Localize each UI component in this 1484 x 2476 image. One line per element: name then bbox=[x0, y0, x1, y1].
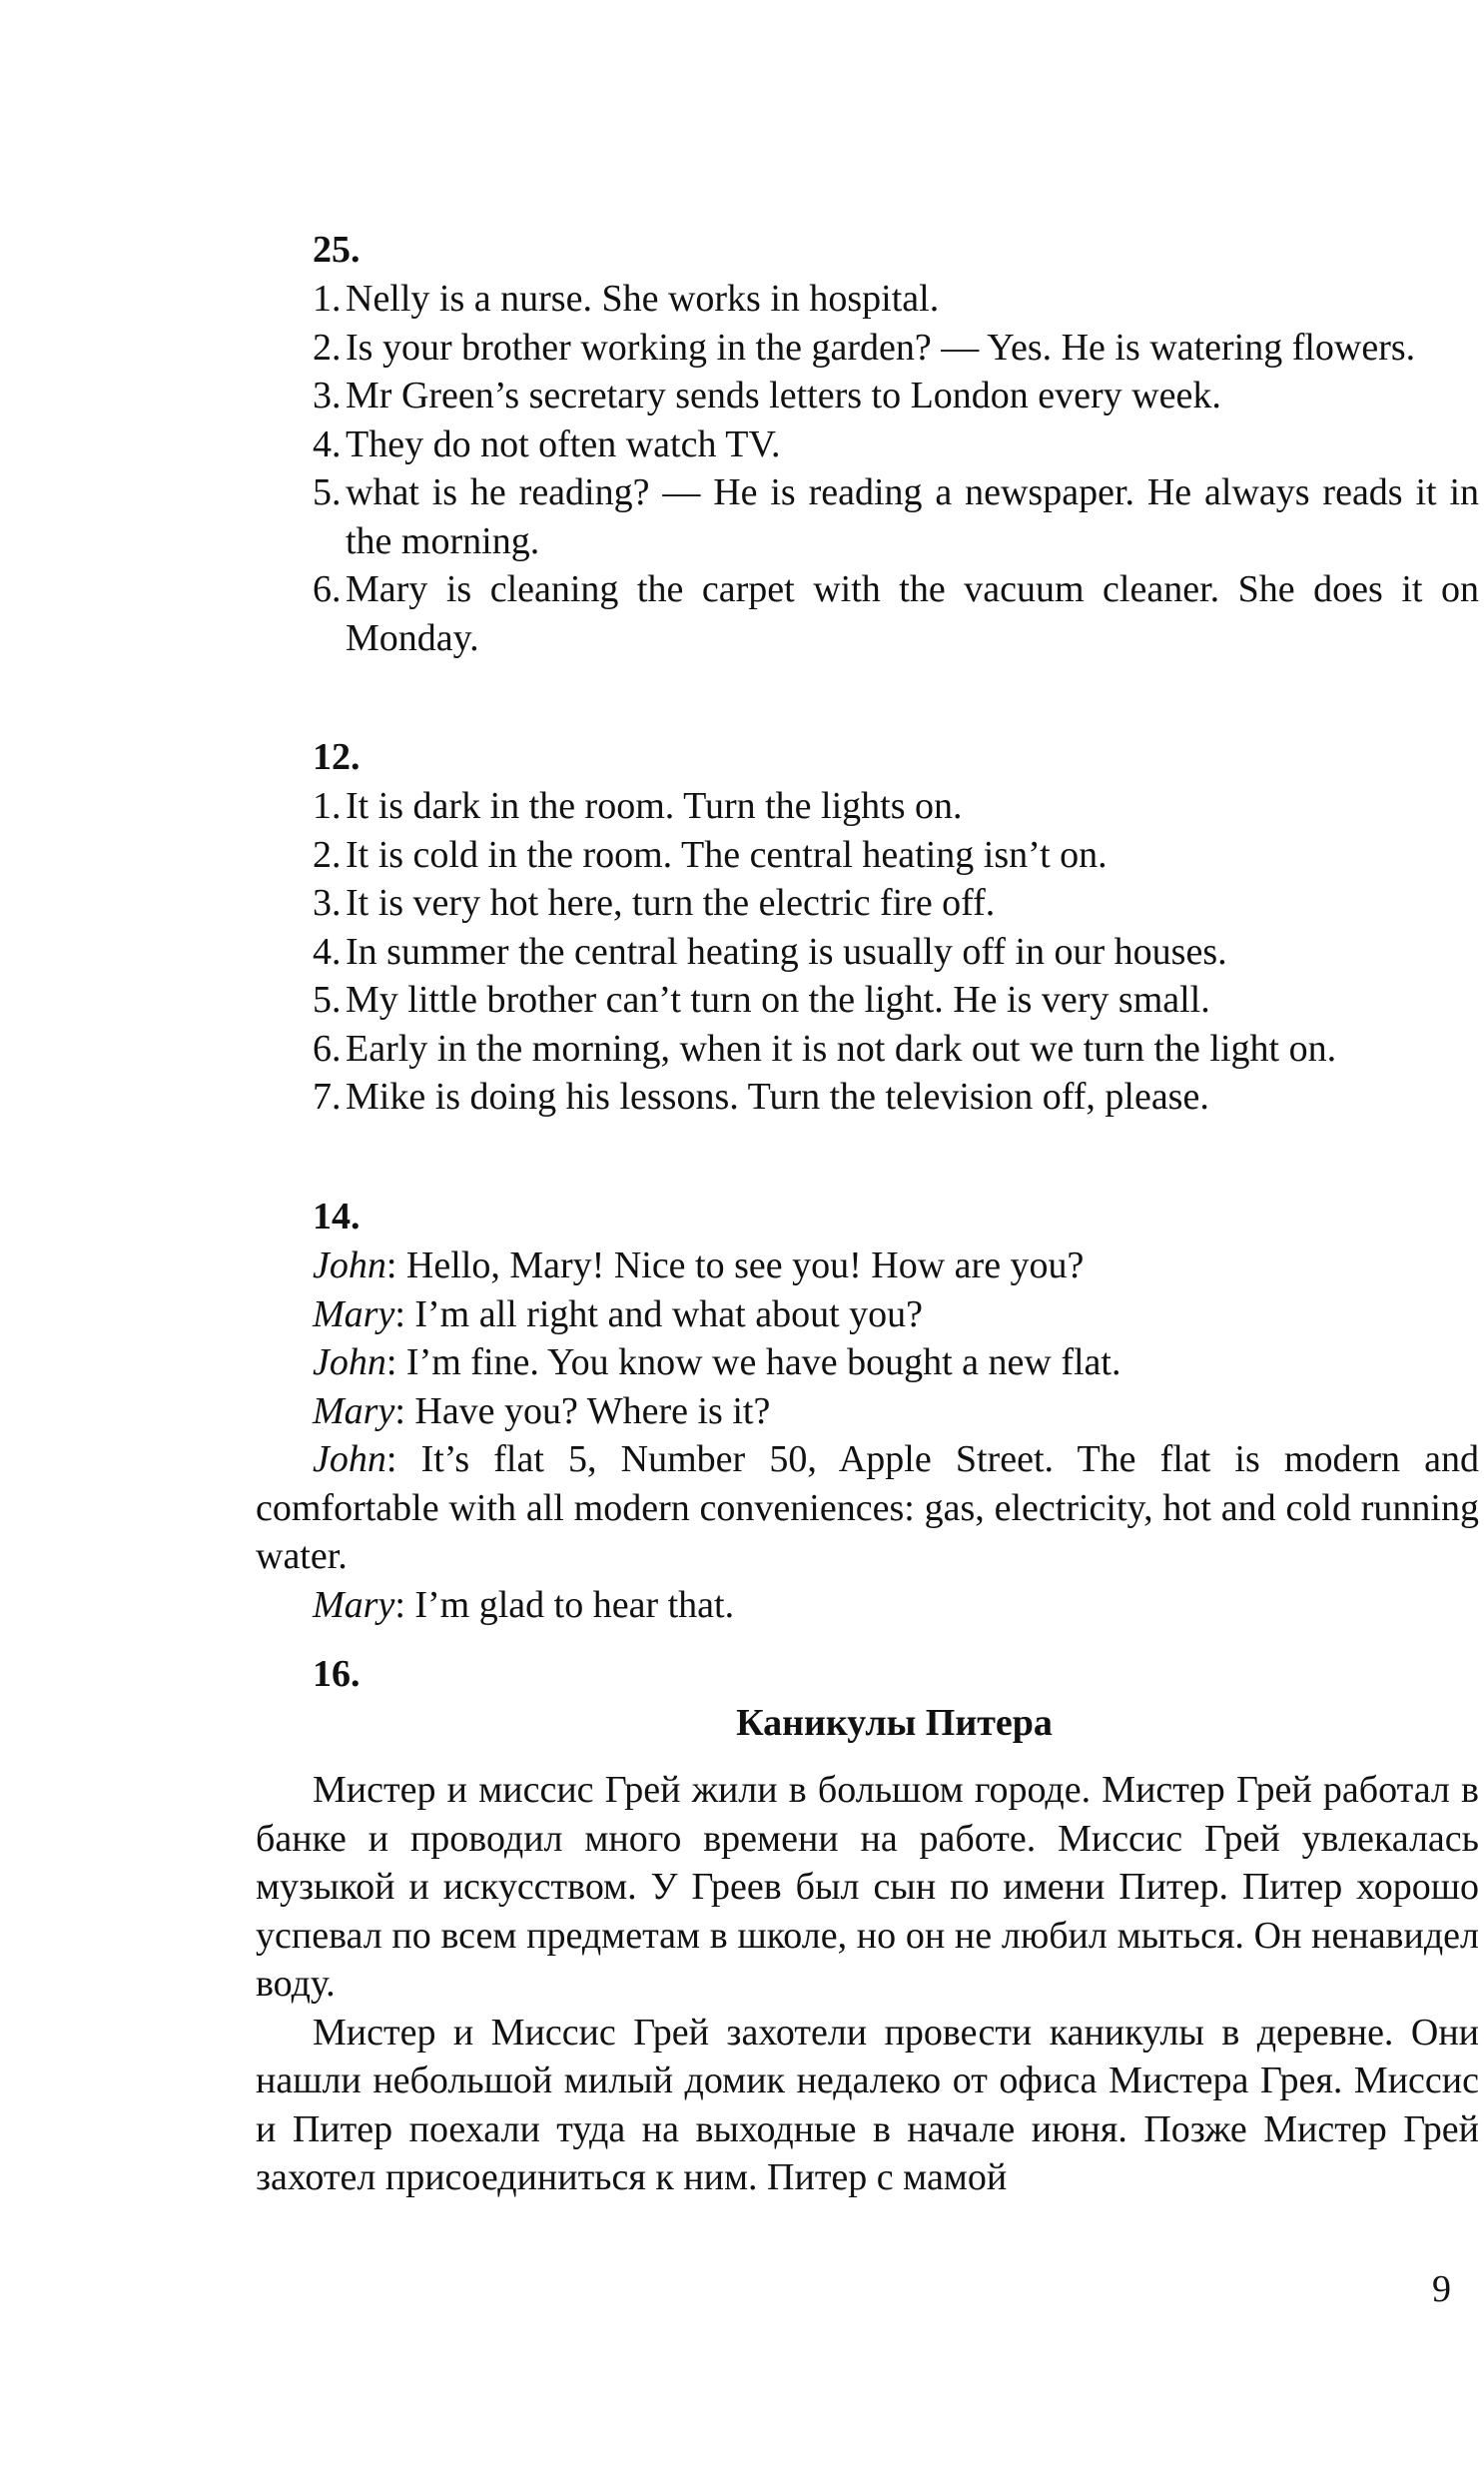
list-item bbox=[256, 976, 1479, 1025]
list-item bbox=[256, 928, 1479, 977]
speaker-name: Mary bbox=[313, 1583, 395, 1626]
list-item bbox=[256, 1073, 1479, 1122]
exercise-16-number: 16. bbox=[313, 1653, 361, 1695]
dialog-line bbox=[256, 1290, 1479, 1339]
list-item bbox=[256, 275, 1479, 324]
story-body bbox=[256, 1766, 1479, 2202]
dialog-text: : Hello, Mary! Nice to see you! How are you? bbox=[385, 1244, 1085, 1286]
list-item bbox=[256, 420, 1479, 469]
story-paragraph: Мистер и Миссис Грей захотели провести каникулы в деревне. Они нашли небольшой милый домик недалеко от офиса Мистера Грея. Миссис и Питер поехали туда на выходные в начале июня. Позже Мистер Грей захотел присоединиться к ним. Питер с мамой bbox=[256, 2011, 1479, 2198]
list-item bbox=[256, 372, 1479, 420]
list-item bbox=[256, 782, 1479, 831]
item-text: It is dark in the room. Turn the lights on. bbox=[346, 785, 963, 827]
list-item bbox=[256, 879, 1479, 928]
exercise-14-dialog bbox=[256, 1241, 1479, 1629]
item-text: My little brother can’t turn on the light. He is very small. bbox=[346, 979, 1210, 1021]
speaker-name: John bbox=[313, 1244, 386, 1286]
page-number: 9 bbox=[1432, 2268, 1451, 2310]
exercise-25-list bbox=[256, 275, 1479, 662]
dialog-line bbox=[256, 1581, 1479, 1630]
dialog-line bbox=[256, 1387, 1479, 1436]
item-number: 2 . bbox=[313, 831, 346, 880]
story-paragraph: Мистер и миссис Грей жили в большом городе. Мистер Грей работал в банке и проводил много времени на работе. Миссис Грей увлекалась музыкой и искусством. У Греев был сын по имени Питер. Питер хорошо успевал по всем предметам в школе, но он не любил мыться. Он ненавидел воду. bbox=[256, 1769, 1479, 2005]
item-text: Mr Green’s secretary sends letters to London every week. bbox=[346, 375, 1221, 416]
item-number: 5 . bbox=[313, 976, 346, 1025]
exercise-25-number: 25. bbox=[313, 229, 361, 271]
item-text: It is cold in the room. The central heating isn’t on. bbox=[346, 833, 1108, 876]
item-text: what is he reading? — He is reading a newspaper. He always reads it in the morning. bbox=[346, 471, 1479, 562]
dialog-text: : I’m all right and what about you? bbox=[394, 1292, 924, 1335]
speaker-name: John bbox=[313, 1341, 386, 1383]
dialog-text: : I’m glad to hear that. bbox=[394, 1583, 735, 1626]
speaker-name: Mary bbox=[313, 1292, 395, 1335]
list-item bbox=[256, 1025, 1479, 1074]
exercise-12-number: 12. bbox=[313, 736, 361, 778]
story-title: Каникулы Питера bbox=[736, 1702, 1053, 1744]
item-number: 1 . bbox=[313, 782, 346, 831]
item-text: Nelly is a nurse. She works in hospital. bbox=[346, 278, 940, 320]
dialog-text: : Have you? Where is it? bbox=[394, 1389, 771, 1432]
dialog-text: : It’s flat 5, Number 50, Apple Street. The flat is modern and comfortable with all modern conveniences: gas, electricity, hot and cold running water. bbox=[256, 1438, 1479, 1577]
item-number: 4 . bbox=[313, 928, 346, 977]
speaker-name: John bbox=[313, 1438, 386, 1480]
list-item bbox=[256, 565, 1479, 662]
item-number: 1 . bbox=[313, 275, 346, 324]
list-item bbox=[256, 468, 1479, 565]
item-text: It is very hot here, turn the electric fire off. bbox=[346, 882, 996, 924]
speaker-name: Mary bbox=[313, 1389, 395, 1432]
exercise-14-number: 14. bbox=[313, 1196, 361, 1238]
list-item bbox=[256, 831, 1479, 880]
dialog-line bbox=[256, 1338, 1479, 1387]
item-number: 6 . bbox=[313, 565, 346, 614]
item-text: Early in the morning, when it is not dark out we turn the light on. bbox=[346, 1027, 1337, 1070]
dialog-line bbox=[256, 1435, 1479, 1581]
item-text: Mary is cleaning the carpet with the vacuum cleaner. She does it on Monday. bbox=[346, 568, 1479, 659]
item-text: Is your brother working in the garden? — Yes. He is watering flowers. bbox=[346, 326, 1416, 369]
item-number: 6 . bbox=[313, 1025, 346, 1074]
item-number: 3 . bbox=[313, 879, 346, 928]
dialog-text: : I’m fine. You know we have bought a new flat. bbox=[385, 1341, 1121, 1383]
item-number: 4 . bbox=[313, 420, 346, 469]
item-text: Mike is doing his lessons. Turn the television off, please. bbox=[346, 1076, 1209, 1118]
item-number: 5 . bbox=[313, 468, 346, 517]
item-number: 7 . bbox=[313, 1073, 346, 1122]
dialog-line bbox=[256, 1241, 1479, 1290]
item-text: In summer the central heating is usually off in our houses. bbox=[346, 930, 1227, 973]
item-number: 2 . bbox=[313, 324, 346, 373]
list-item bbox=[256, 324, 1479, 373]
item-number: 3 . bbox=[313, 372, 346, 420]
item-text: They do not often watch TV. bbox=[346, 422, 781, 465]
exercise-12-list bbox=[256, 782, 1479, 1122]
